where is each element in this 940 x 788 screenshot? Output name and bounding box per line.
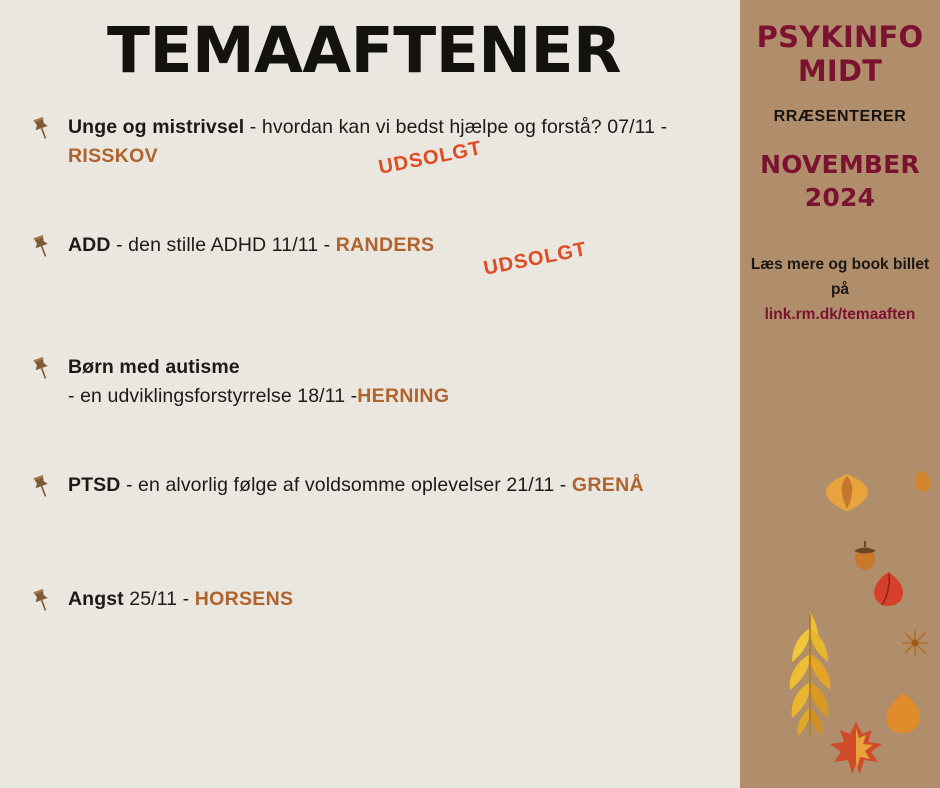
event-title: PTSD: [68, 474, 121, 496]
booking-text: Læs mere og book billet på: [750, 256, 930, 298]
leaf-icon: [870, 570, 908, 615]
brand-line-1: PSYKINFO: [756, 20, 924, 54]
pushpin-icon: [28, 233, 56, 261]
event-title: Børn med autisme: [68, 356, 240, 378]
pushpin-icon: [28, 473, 56, 501]
event-title: ADD: [68, 234, 111, 256]
status-badge: UDSOLGT: [481, 238, 589, 280]
event-list: [0, 113, 740, 645]
pushpin-icon: [28, 587, 56, 615]
list-item: [28, 113, 740, 179]
presents-label: RRÆSENTERER: [773, 108, 907, 125]
page-title: TEMAAFTENER: [106, 14, 622, 87]
event-description: - hvordan kan vi bedst hjælpe og forstå? 07/11 -: [244, 116, 668, 138]
month-label: NOVEMBER: [760, 150, 920, 179]
event-text: [68, 353, 740, 411]
event-text: [68, 585, 740, 614]
booking-info: [740, 252, 940, 327]
event-text: [68, 471, 740, 500]
list-item: [28, 231, 740, 291]
brand-logo: [740, 0, 940, 88]
event-text: [68, 231, 740, 260]
maple-leaf-icon: [826, 718, 886, 783]
leaf-icon: [908, 468, 934, 499]
status-badge: UDSOLGT: [376, 137, 484, 179]
seed-icon: [900, 628, 930, 663]
event-place: HERNING: [357, 385, 450, 407]
event-description: - den stille ADHD 11/11 -: [110, 234, 336, 256]
leaf-icon: [822, 470, 872, 519]
event-description: - en alvorlig følge af voldsomme oplevelser 21/11 -: [120, 474, 572, 496]
event-place: GRENÅ: [571, 474, 644, 496]
pushpin-icon: [28, 115, 56, 143]
sidebar: [740, 0, 940, 788]
pushpin-icon: [28, 355, 56, 383]
list-item: [28, 353, 740, 413]
booking-link[interactable]: link.rm.dk/temaaften: [764, 306, 916, 323]
year-label: 2024: [804, 183, 876, 212]
event-place: RISSKOV: [68, 145, 158, 167]
list-item: [28, 471, 740, 531]
event-place: HORSENS: [194, 588, 294, 610]
leaf-icon: [882, 690, 926, 743]
event-title: Angst: [68, 588, 124, 610]
event-place: RANDERS: [335, 234, 435, 256]
date-block: [740, 148, 940, 214]
event-description: - en udviklingsforstyrrelse 18/11 -: [68, 385, 358, 407]
brand-line-2: MIDT: [797, 54, 883, 88]
list-item: [28, 585, 740, 645]
event-description: 25/11 -: [123, 588, 195, 610]
event-title: Unge og mistrivsel: [68, 116, 245, 138]
